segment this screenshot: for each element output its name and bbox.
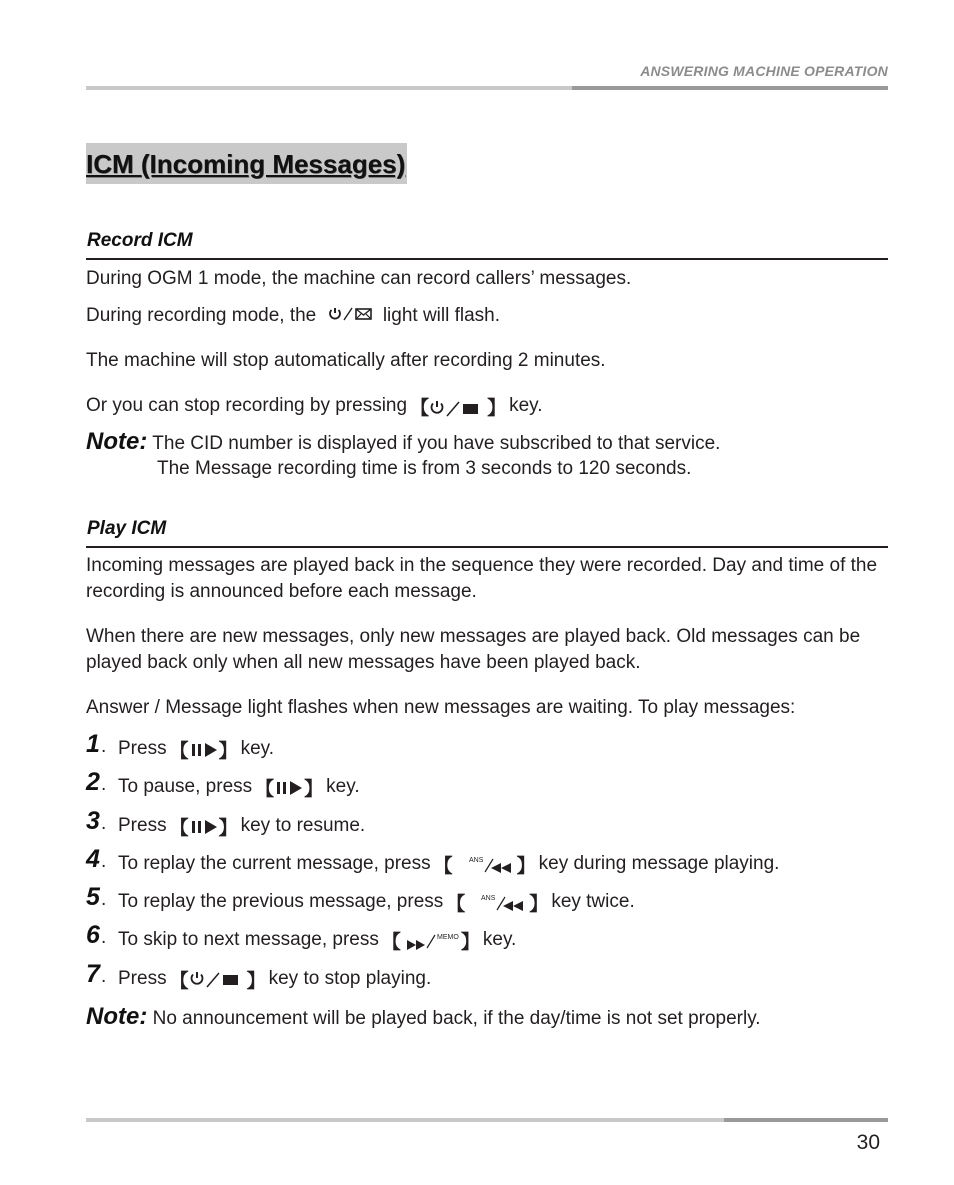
step-text (118, 889, 635, 916)
step-dot: . (101, 851, 107, 872)
step-text (118, 927, 516, 954)
note-text: No announcement will be played back, if the day/time is not set properly. (152, 1008, 761, 1029)
step-text-pre: To pause, press (118, 776, 253, 797)
step-5 (0, 883, 954, 917)
memo-label: MEMO (436, 933, 459, 941)
record-icm-heading: Record ICM (87, 230, 193, 251)
step-1 (0, 730, 954, 764)
footer-rule (86, 1118, 724, 1122)
ans-label: ANS (481, 894, 496, 902)
note-label: Note: (86, 1003, 148, 1030)
step-number: 1 (86, 730, 100, 758)
record-line-4-post: key. (509, 395, 543, 416)
play-icm-heading: Play ICM (87, 518, 167, 539)
step-text (118, 966, 431, 993)
step-number: 7 (86, 960, 100, 988)
play-paragraph-2: When there are new messages, only new messages are played back. Old messages can be played back only when all new messages have been played back. (86, 626, 861, 673)
step-dot: . (101, 889, 107, 910)
note-line-2: The Message recording time is from 3 seconds to 120 seconds. (157, 458, 692, 479)
power-stop-key: 【 】 (169, 971, 266, 992)
play-paragraph-3: Answer / Message light flashes when new messages are waiting. To play messages: (86, 697, 796, 718)
step-text-pre: Press (118, 968, 167, 989)
steps-list (0, 730, 954, 1010)
step-number: 4 (86, 845, 100, 873)
step-dot: . (101, 813, 107, 834)
step-text-post: key. (240, 738, 275, 759)
step-text-post: key twice. (551, 891, 635, 912)
step-text-post: key. (482, 929, 517, 950)
record-note (86, 429, 720, 457)
record-icm-rule (86, 258, 888, 260)
step-7 (0, 960, 954, 994)
step-text-post: key to stop playing. (268, 968, 432, 989)
step-text-pre: Press (118, 815, 167, 836)
step-text-pre: To skip to next message, press (118, 929, 379, 950)
step-text-post: key to resume. (240, 815, 366, 836)
ans-label: ANS (468, 856, 484, 864)
record-line-1: During OGM 1 mode, the machine can record callers’ messages. (86, 268, 632, 289)
play-pause-icon (274, 779, 304, 797)
step-number: 2 (86, 768, 100, 796)
section-label: ANSWERING MACHINE OPERATION (640, 63, 888, 79)
step-2 (0, 768, 954, 802)
step-text (118, 813, 365, 840)
step-4 (0, 845, 954, 879)
step-dot: . (101, 966, 107, 987)
record-line-2-post: light will flash. (382, 305, 501, 326)
step-text (118, 774, 360, 801)
ans-rewind-key: 【 ANS 】 (433, 856, 536, 877)
step-dot: . (101, 927, 107, 948)
step-number: 3 (86, 807, 100, 835)
step-number: 5 (86, 883, 100, 911)
page-title: ICM (Incoming Messages) (86, 143, 407, 184)
play-icm-rule (86, 546, 888, 548)
ans-rewind-icon (465, 893, 529, 913)
play-pause-icon (189, 741, 219, 759)
note-label: Note: (86, 428, 148, 455)
play-note (86, 1004, 761, 1032)
step-text (118, 736, 274, 763)
record-line-4-pre: Or you can stop recording by pressing (86, 395, 408, 416)
step-text-pre: To replay the previous message, press (118, 891, 444, 912)
step-dot: . (101, 774, 107, 795)
play-pause-icon (189, 818, 219, 836)
power-stop-icon (189, 970, 247, 990)
power-mail-icon (326, 305, 374, 331)
header-rule-accent (572, 86, 888, 90)
step-text-post: key during message playing. (538, 853, 780, 874)
step-text-post: key. (326, 776, 360, 797)
memo-skip-icon (401, 931, 461, 951)
note-line-1: The CID number is displayed if you have subscribed to that service. (152, 433, 721, 454)
play-paragraph-1: Incoming messages are played back in the sequence they were recorded. Day and time of the recording is announced before each message. (86, 555, 878, 602)
power-stop-key: 【 】 (410, 398, 507, 419)
record-line-4 (86, 393, 543, 422)
page-number: 30 (856, 1131, 880, 1154)
record-line-2 (86, 303, 500, 331)
power-stop-icon (429, 399, 487, 419)
record-line-2-pre: During recording mode, the (86, 305, 317, 326)
play-pause-key: 【 】 (255, 779, 324, 800)
step-text-pre: To replay the current message, press (118, 853, 431, 874)
step-text-pre: Press (118, 738, 167, 759)
ans-rewind-key: 【 ANS 】 (446, 894, 549, 915)
step-6 (0, 921, 954, 955)
step-number: 6 (86, 921, 100, 949)
play-pause-key: 【 】 (169, 818, 238, 839)
footer-rule-accent (724, 1118, 888, 1122)
memo-skip-key: 【 MEMO 】 (381, 932, 480, 953)
step-dot: . (101, 736, 107, 757)
play-pause-key: 【 】 (169, 741, 238, 762)
header-rule (86, 86, 572, 90)
ans-rewind-icon (453, 855, 517, 875)
step-3 (0, 807, 954, 841)
step-text (118, 851, 779, 878)
record-line-3: The machine will stop automatically after recording 2 minutes. (86, 350, 606, 371)
